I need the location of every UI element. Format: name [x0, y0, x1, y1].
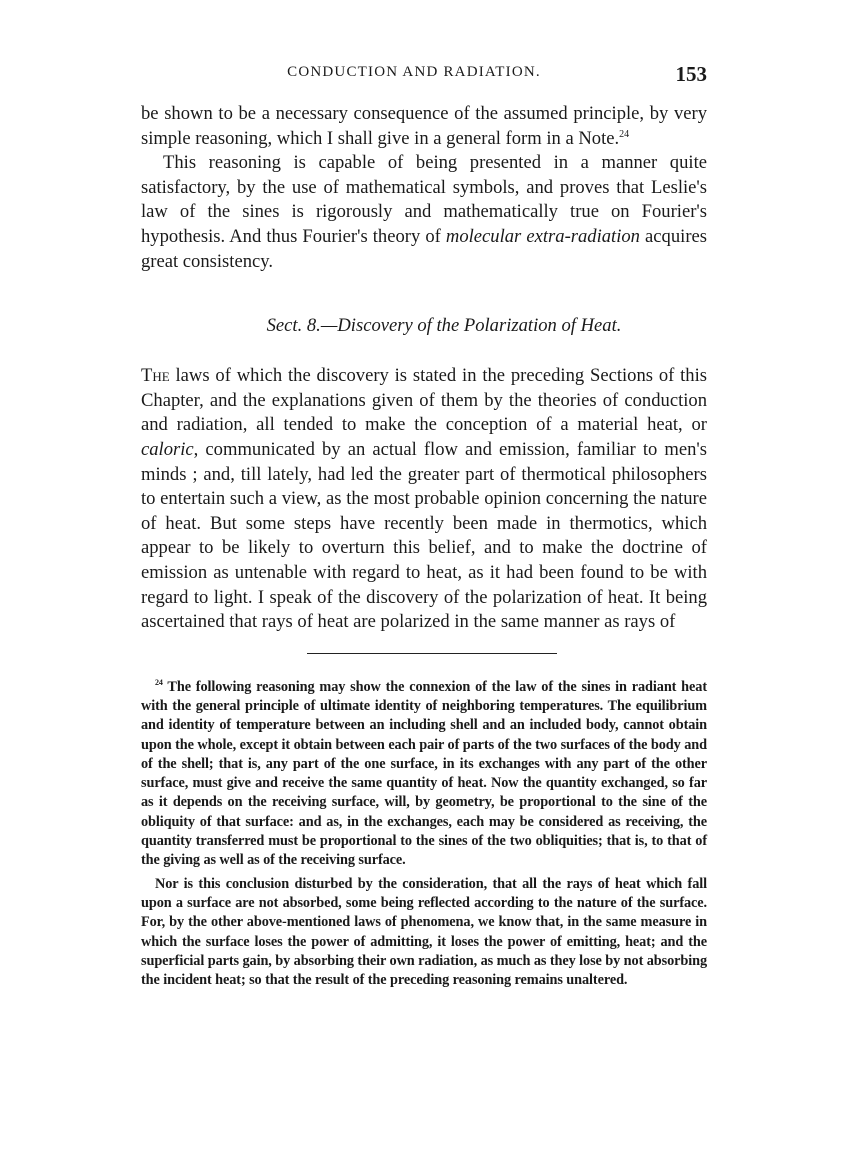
- footnote-divider: [307, 653, 557, 654]
- footnote-paragraph-1-text: The following reasoning may show the connexion of the law of the sines in radiant heat with the general principle of ultimate identity of neighboring temperatures. The equilibrium and identity of temperature between an including shell and an included body, cannot obtain upon the whole, except it obtain between each pair of parts of the two surfaces of the body and of the shell; that is, any part of the one surface, in its exchanges with any part of the other surface, must give and receive the same quantity of heat. Now the quantity exchanged, so far as it depends on the receiving surface, will, by geometry, be proportional to the sine of the obliquity of that surface: and as, in the exchanges, each may be considered as receiving, the quantity transferred must be proportional to the sines of the two obliquities; that is, to that of the giving as well as of the receiving surface.: [141, 678, 707, 869]
- footnote-paragraph-2: Nor is this conclusion disturbed by the consideration, that all the rays of heat which fall upon a surface are not absorbed, some being reflected according to the nature of the surface. For, by the other above-mentioned laws of phenomena, we know that, in the same measure in which the surface loses the power of admitting, it loses the power of emitting, heat; and the superficial parts gain, by absorbing their own radiation, as much as they lose by not absorbing the incident heat; so that the result of the preceding reasoning remains unaltered.: [141, 875, 707, 989]
- running-head: [141, 62, 707, 92]
- paragraph-1: [141, 102, 707, 151]
- paragraph-3-text-end: , communicated by an actual flow and emission, familiar to men's minds ; and, till lately, had led the greater part of thermotical philosophers to entertain such a view, as the most probable opinion concerning the nature of heat. But some steps have recently been made in thermotics, which appear to be likely to overturn this belief, and to make the doctrine of emission as untenable with regard to heat, as it had been found to be with regard to light. I speak of the discovery of the polarization of heat. It being ascertained that rays of heat are polarized in the same manner as rays of: [141, 438, 707, 633]
- section-title: —Discovery of the Polarization of Heat.: [320, 315, 622, 337]
- paragraph-3: [141, 364, 707, 635]
- section-label: Sect. 8.: [266, 315, 321, 337]
- paragraph-3-lead-word: The: [141, 365, 170, 387]
- footnote-number: 24: [155, 677, 163, 687]
- paragraph-1-text: be shown to be a necessary consequence of the assumed principle, by very simple reasoning, which I shall give in a general form in a Note.: [141, 103, 707, 149]
- footnotes: [141, 678, 707, 991]
- running-title: CONDUCTION AND RADIATION.: [287, 64, 541, 80]
- paragraph-2-text-start: This reasoning is capable of being presented in a manner quite satisfactory, by the use of mathematical symbols, and proves that Leslie's law of the sines is rigorously and mathematically true on Fourier's hypothesis. And thus Fourier's theory of: [141, 152, 707, 247]
- note-reference[interactable]: 24: [619, 128, 630, 140]
- paragraph-3-text-start: laws of which the discovery is stated in the preceding Sections of this Chapter, and the explanations given of them by the theories of conduction and radiation, all tended to make the conception of a material heat, or: [141, 365, 707, 436]
- paragraph-2-text-end: acquires great consistency.: [141, 225, 707, 272]
- paragraph-2: [141, 151, 707, 274]
- page-number: 153: [675, 62, 707, 86]
- section-heading: [141, 314, 707, 338]
- book-page: [141, 62, 707, 990]
- body-text: [141, 102, 707, 635]
- paragraph-2-italic-term: molecular extra-radiation: [445, 225, 640, 247]
- paragraph-3-italic-term: caloric: [141, 438, 194, 460]
- footnote-paragraph-1: [141, 678, 707, 871]
